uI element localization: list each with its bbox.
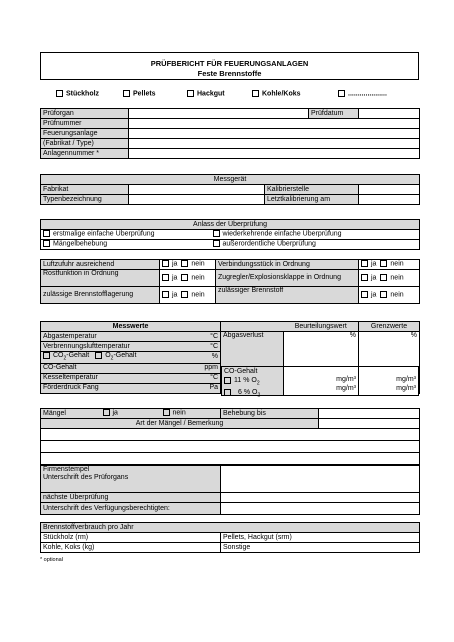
field-pruforgan[interactable] <box>129 109 309 119</box>
messgeraet-title: Messgerät <box>41 175 420 185</box>
label-maengel: Mängel <box>41 409 101 419</box>
label-pruefnummer: Prüfnummer <box>41 119 129 129</box>
unit-co-grenz-6: mg/m³ <box>396 385 416 392</box>
label-co-ref: CO-Gehalt <box>224 368 258 375</box>
verbrauch-title: Brennstoffverbrauch pro Jahr <box>41 523 420 533</box>
unit-co2-o2: % <box>201 352 221 364</box>
unit-verbrennungsluft: °C <box>201 342 221 352</box>
anlass-title: Anlass der Überprüfung <box>41 220 420 230</box>
label-zugregler: Zugregler/Explosionsklappe in Ordnung <box>216 270 359 287</box>
checkbox-icon[interactable] <box>162 274 169 281</box>
co-reference-block <box>221 366 419 399</box>
label-abgasverlust: Abgasverlust <box>221 332 284 384</box>
field-pruefnummer[interactable] <box>129 119 420 129</box>
field-art-extra[interactable] <box>319 419 420 429</box>
anlass-option-wiederkehrend[interactable]: wiederkehrende einfache Überprüfung <box>211 230 420 240</box>
field-anlagennummer[interactable] <box>129 149 420 159</box>
field-pellets[interactable]: Pellets, Hackgut (srm) <box>221 533 420 543</box>
label-firmenstempel: Firmenstempel <box>43 466 90 473</box>
field-kohle[interactable]: Kohle, Koks (kg) <box>41 543 221 553</box>
messwerte-title: Messwerte <box>41 322 221 332</box>
label-kesseltemperatur: Kesseltemperatur <box>41 373 201 383</box>
label-behebung: Behebung bis <box>221 409 319 419</box>
checkbox-icon[interactable] <box>43 352 50 359</box>
checkbox-icon[interactable] <box>224 377 231 384</box>
jn-verbindungsstueck[interactable]: ja nein <box>359 260 420 270</box>
checkbox-icon[interactable] <box>181 260 188 267</box>
field-fabrikat-typ[interactable] <box>129 139 420 149</box>
checkbox-icon[interactable] <box>103 409 110 416</box>
label-typenbezeichnung: Typenbezeichnung <box>41 195 129 205</box>
checkbox-icon[interactable] <box>213 230 220 237</box>
checkbox-icon[interactable] <box>163 409 170 416</box>
label-naechste: nächste Überprüfung <box>41 493 221 503</box>
section-maengel <box>40 408 420 465</box>
fuel-option-kohle[interactable]: Kohle/Koks <box>252 90 301 97</box>
label-abgastemperatur: Abgastemperatur <box>41 332 201 342</box>
checkbox-icon[interactable] <box>187 90 194 97</box>
field-co-grenz[interactable] <box>359 367 418 395</box>
unit-co-6: mg/m³ <box>336 385 356 392</box>
co2-o2-options <box>41 352 201 364</box>
field-stueckholz[interactable]: Stückholz (rm) <box>41 533 221 543</box>
jn-brennstoff[interactable]: ja nein <box>359 287 420 304</box>
co2-option[interactable]: $CO_2$-Gehalt <box>43 352 89 359</box>
field-co-beurteilung[interactable] <box>284 367 359 395</box>
label-fabrikat: Fabrikat <box>41 185 129 195</box>
field-abgasverlust-unit[interactable]: % <box>284 332 359 384</box>
remarks-line-3[interactable] <box>41 453 420 465</box>
fuel-option-other[interactable]: .................... <box>338 90 387 97</box>
label-co-gehalt: CO-Gehalt <box>41 363 201 373</box>
label-brennstoff: zulässiger Brennstoff <box>216 287 359 304</box>
co-ref-label-cell <box>222 367 284 399</box>
checkbox-icon[interactable] <box>224 389 231 396</box>
label-brennstofflagerung: zulässige Brennstofflagerung <box>41 287 160 304</box>
field-kalibrierstelle[interactable] <box>359 185 420 195</box>
anlass-option-maengelbehebung[interactable]: Mängelbehebung <box>41 240 211 250</box>
field-naechste[interactable] <box>221 493 420 503</box>
o2-option[interactable]: $O_2$-Gehalt <box>95 352 136 359</box>
report-title: PRÜFBERICHT FÜR FEUERUNGSANLAGEN <box>150 59 309 68</box>
label-luftzufuhr: Luftzufuhr ausreichend <box>41 260 160 270</box>
checkbox-icon[interactable] <box>361 260 368 267</box>
anlass-option-ausserordentlich[interactable]: außerordentliche Überprüfung <box>211 240 420 250</box>
section-signature <box>40 465 420 515</box>
maengel-nein[interactable]: nein <box>161 409 221 419</box>
label-pruforgan: Prüforgan <box>41 109 129 119</box>
checkbox-icon[interactable] <box>95 352 102 359</box>
remarks-line-1[interactable] <box>41 429 420 441</box>
checkbox-icon[interactable] <box>123 90 130 97</box>
field-pruefdatum[interactable] <box>359 109 420 119</box>
checkbox-icon[interactable] <box>43 240 50 247</box>
checkbox-icon[interactable] <box>162 260 169 267</box>
label-anlagennummer: Anlagennummer * <box>41 149 129 159</box>
header-beurteilungswert: Beurteilungswert <box>284 322 359 332</box>
label-unterschrift-verf: Unterschrift des Verfügungsberechtigten: <box>41 503 221 515</box>
maengel-ja[interactable]: ja <box>101 409 161 419</box>
checkbox-icon[interactable] <box>380 274 387 281</box>
section-checks <box>40 259 420 304</box>
checkbox-icon[interactable] <box>56 90 63 97</box>
field-fabrikat[interactable] <box>129 185 265 195</box>
field-abgasverlust-grenz[interactable]: % <box>359 332 420 384</box>
label-stempel-unterschrift <box>41 466 221 493</box>
checkbox-icon[interactable] <box>162 291 169 298</box>
remarks-line-2[interactable] <box>41 441 420 453</box>
unit-foerderdruck: Pa <box>201 383 221 393</box>
jn-rostfunktion[interactable]: ja nein <box>160 270 216 287</box>
checkbox-icon[interactable] <box>361 291 368 298</box>
unit-co-gehalt: ppm <box>201 363 221 373</box>
unit-co-grenz-11: mg/m³ <box>396 376 416 383</box>
checkbox-icon[interactable] <box>43 230 50 237</box>
field-stempel-unterschrift[interactable] <box>221 466 420 493</box>
section-verbrauch <box>40 522 420 553</box>
label-unterschrift-pruef: Unterschrift des Prüforgans <box>43 474 129 481</box>
section-pruefung <box>40 108 420 159</box>
fuel-option-hackgut[interactable]: Hackgut <box>187 90 225 97</box>
label-foerderdruck: Förderdruck Fang <box>41 383 201 393</box>
label-rostfunktion: Rostfunktion in Ordnung <box>41 270 160 287</box>
label-verbrennungsluft: Verbrennungslufttemperatur <box>41 342 201 352</box>
label-fabrikat-typ: (Fabrikat / Type) <box>41 139 129 149</box>
checkbox-icon[interactable] <box>380 260 387 267</box>
unit-kesseltemperatur: °C <box>201 373 221 383</box>
jn-luftzufuhr[interactable]: ja nein <box>160 260 216 270</box>
unit-co-11: mg/m³ <box>336 376 356 383</box>
field-unterschrift-verf[interactable] <box>221 503 420 515</box>
checkbox-icon[interactable] <box>213 240 220 247</box>
field-feuerungsanlage[interactable] <box>129 129 420 139</box>
checkbox-icon[interactable] <box>380 291 387 298</box>
section-anlass <box>40 219 420 250</box>
report-subtitle: Feste Brennstoffe <box>197 69 262 78</box>
fuel-option-stueckholz[interactable]: Stückholz <box>56 90 99 97</box>
field-typenbezeichnung[interactable] <box>129 195 265 205</box>
o2-11-option[interactable]: 11 % $O_2$ <box>222 376 283 388</box>
checkbox-icon[interactable] <box>361 274 368 281</box>
fuel-options <box>56 90 416 100</box>
checkbox-icon[interactable] <box>252 90 259 97</box>
field-letztkalibrierung[interactable] <box>359 195 420 205</box>
checkbox-icon[interactable] <box>181 274 188 281</box>
report-header <box>40 52 419 80</box>
label-art-maengel: Art der Mängel / Bemerkung <box>41 419 319 429</box>
label-verbindungsstueck: Verbindungsstück in Ordnung <box>216 260 359 270</box>
anlass-option-erstmalig[interactable]: erstmalige einfache Überprüfung <box>41 230 211 240</box>
o2-6-option[interactable]: 6 % $O_2$ <box>222 388 283 400</box>
checkbox-icon[interactable] <box>338 90 345 97</box>
jn-brennstofflagerung[interactable]: ja nein <box>160 287 216 304</box>
label-pruefdatum: Prüfdatum <box>309 109 359 119</box>
label-feuerungsanlage: Feuerungsanlage <box>41 129 129 139</box>
header-grenzwerte: Grenzwerte <box>359 322 420 332</box>
label-letztkalibrierung: Letztkalibrierung am <box>265 195 359 205</box>
header-spacer <box>221 322 284 332</box>
checkbox-icon[interactable] <box>181 291 188 298</box>
fuel-option-pellets[interactable]: Pellets <box>123 90 156 97</box>
field-sonstige[interactable]: Sonstige <box>221 543 420 553</box>
unit-abgastemperatur: °C <box>201 332 221 342</box>
footnote: * optional <box>40 557 63 563</box>
jn-zugregler[interactable]: ja nein <box>359 270 420 287</box>
section-messgeraet <box>40 174 420 205</box>
label-kalibrierstelle: Kalibrierstelle <box>265 185 359 195</box>
field-behebung[interactable] <box>319 409 420 419</box>
